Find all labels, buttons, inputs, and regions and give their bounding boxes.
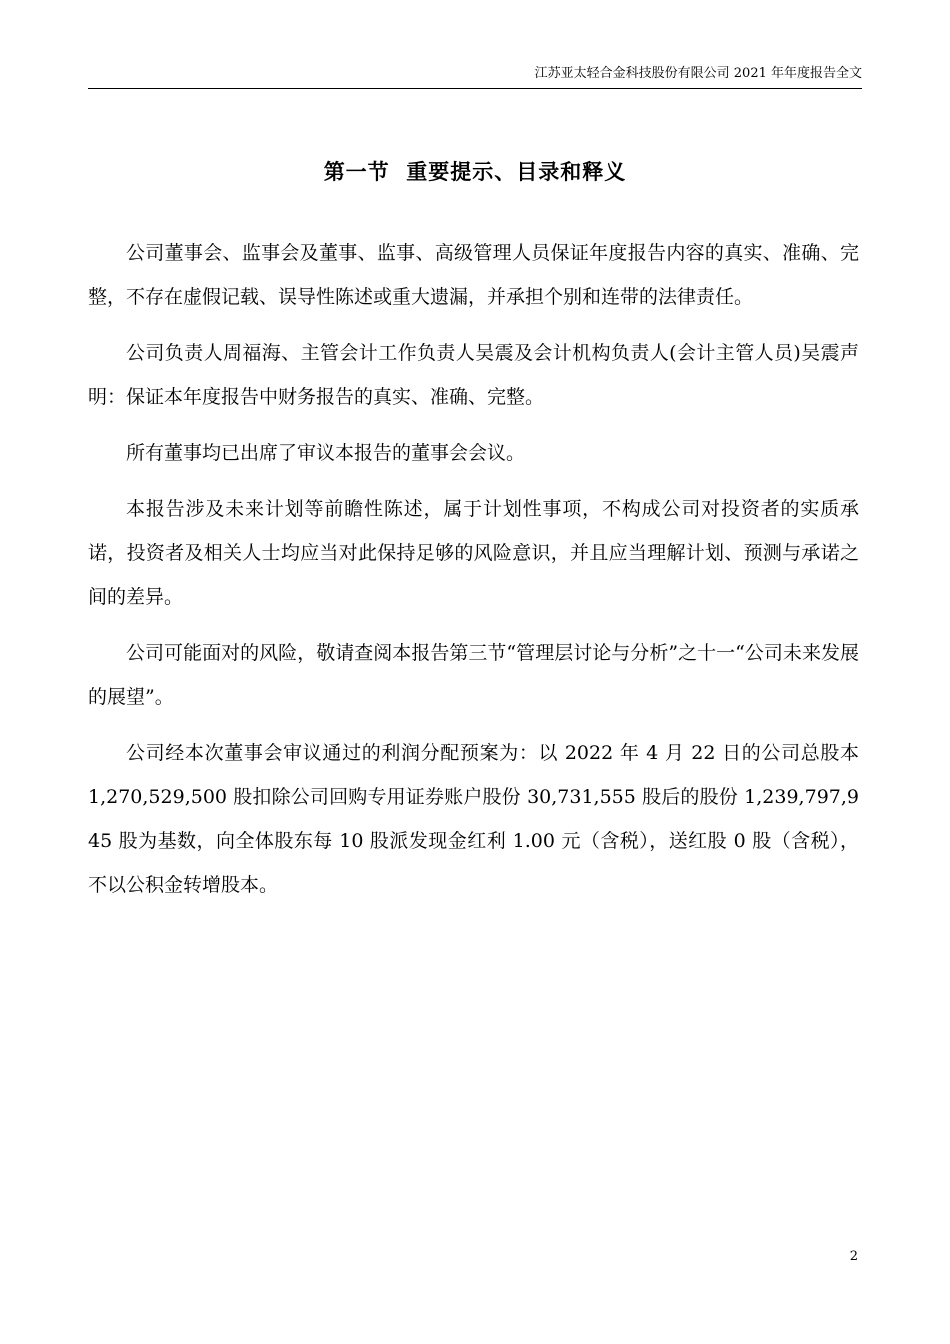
page-header — [88, 62, 862, 89]
paragraph-forward-looking: 本报告涉及未来计划等前瞻性陈述，属于计划性事项，不构成公司对投资者的实质承诺，投资者及相关人士均应当对此保持足够的风险意识，并且应当理解计划、预测与承诺之间的差异。 — [88, 498, 859, 608]
paragraph-responsible-persons: 公司负责人周福海、主管会计工作负责人吴震及会计机构负责人(会计主管人员)吴震声明：保证本年度报告中财务报告的真实、准确、完整。 — [88, 342, 859, 408]
section-title: 第一节 重要提示、目录和释义 — [323, 159, 627, 184]
document-body — [88, 231, 859, 919]
paragraph-attendance: 所有董事均已出席了审议本报告的董事会会议。 — [126, 442, 526, 464]
header-title: 江苏亚太轻合金科技股份有限公司 2021 年年度报告全文 — [534, 66, 862, 81]
paragraph-risks: 公司可能面对的风险，敬请查阅本报告第三节“管理层讨论与分析”之十一“公司未来发展的展望”。 — [88, 642, 859, 708]
page-number: 2 — [849, 1249, 858, 1264]
paragraph-profit-distribution: 公司经本次董事会审议通过的利润分配预案为：以 2022 年 4 月 22 日的公司总股本 1,270,529,500 股扣除公司回购专用证券账户股份 30,731,555 股后的股份 1,239,797,945 股为基数，向全体股东每 10 股派发现金红利 1.00 元（含税），送红股 0 股（含税），不以公积金转增股本。 — [88, 742, 859, 896]
paragraph-board-guarantee: 公司董事会、监事会及董事、监事、高级管理人员保证年度报告内容的真实、准确、完整，不存在虚假记载、误导性陈述或重大遗漏，并承担个别和连带的法律责任。 — [88, 242, 859, 308]
